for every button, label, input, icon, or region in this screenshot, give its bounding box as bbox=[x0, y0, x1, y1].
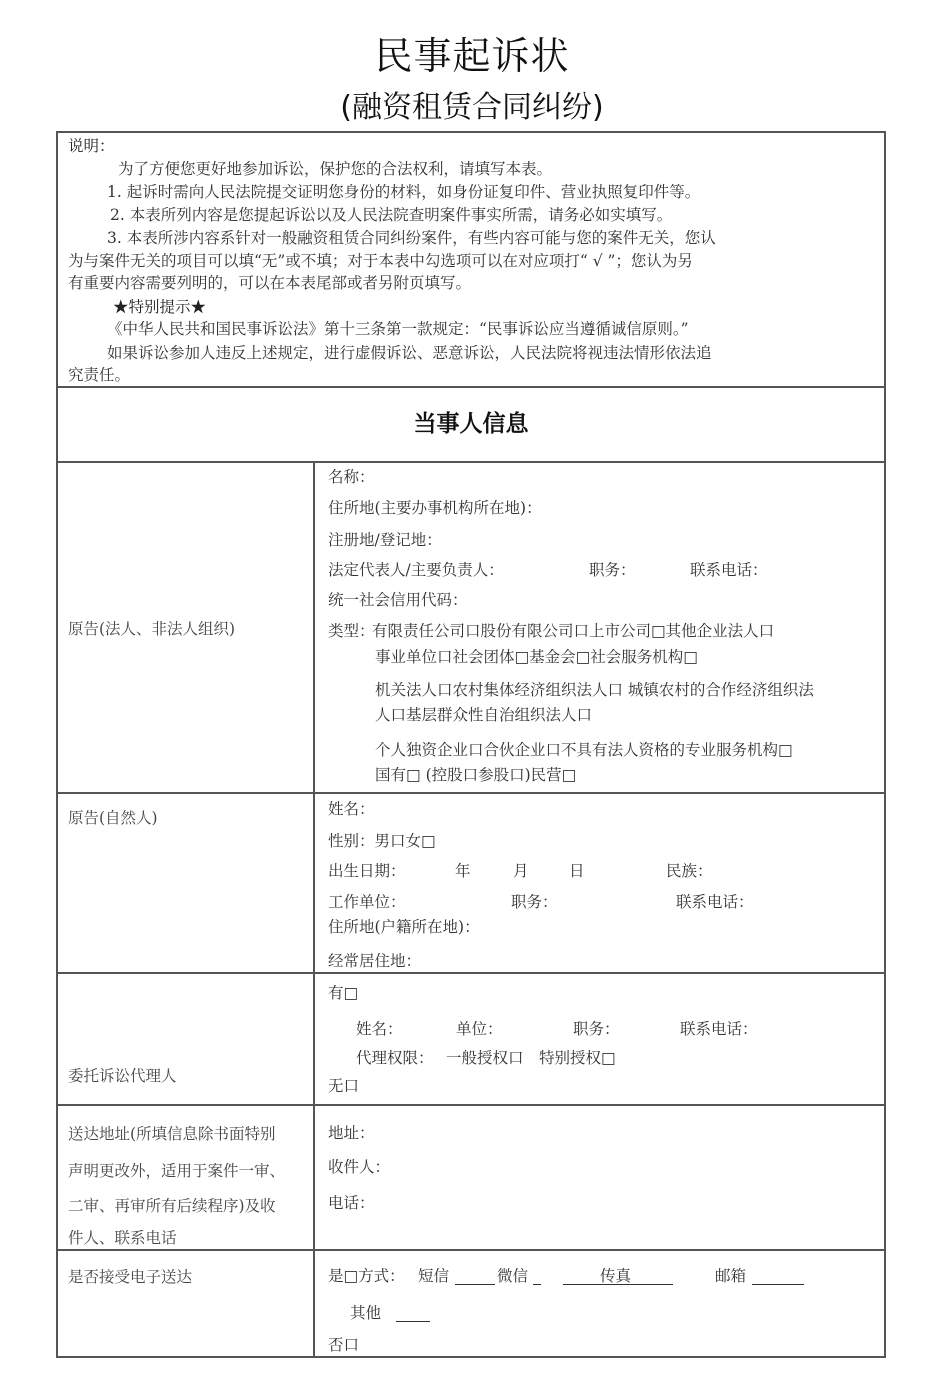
electronic-service-label: 是否接受电子送达 bbox=[68, 1268, 193, 1286]
birth-day-label: 日 bbox=[569, 862, 585, 880]
general-authority-checkbox[interactable]: 一般授权口 bbox=[446, 1049, 524, 1067]
other-option-label: 其他 bbox=[350, 1304, 382, 1322]
divider bbox=[56, 1104, 886, 1106]
fax-option-label: 传真 bbox=[600, 1267, 632, 1285]
instructions-heading: 说明： bbox=[68, 137, 115, 155]
instruction-line: 2. 本表所列内容是您提起诉讼以及人民法院查明案件事实所需，请务必如实填写。 bbox=[110, 206, 673, 224]
electronic-yes-checkbox[interactable]: 是□方式： bbox=[328, 1267, 405, 1285]
birth-month-label: 月 bbox=[513, 862, 529, 880]
instruction-line: 为了方便您更好地参加诉讼，保护您的合法权利，请填写本表。 bbox=[118, 160, 553, 178]
org-type-options[interactable]: 事业单位口社会团体□基金会□社会服务机构□ bbox=[375, 648, 698, 666]
person-position-field[interactable]: 职务： bbox=[511, 893, 558, 911]
service-address-label: 件人、联系电话 bbox=[68, 1229, 177, 1247]
plaintiff-natural-label: 原告(自然人) bbox=[68, 809, 158, 827]
service-address-label: 声明更改外，适用于案件一审、 bbox=[68, 1162, 286, 1180]
person-name-field[interactable]: 姓名： bbox=[328, 800, 375, 818]
document-subtitle: (融资租赁合同纠纷) bbox=[340, 90, 604, 125]
agent-unit-field[interactable]: 单位： bbox=[456, 1020, 503, 1038]
section-title: 当事人信息 bbox=[413, 411, 529, 437]
birth-year-label: 年 bbox=[455, 862, 471, 880]
service-recipient-field[interactable]: 收件人： bbox=[328, 1158, 391, 1176]
email-input-line[interactable] bbox=[752, 1284, 804, 1285]
divider bbox=[56, 972, 886, 974]
special-notice-heading: ★特别提示★ bbox=[113, 298, 207, 316]
service-address-label: 二审、再审所有后续程序)及收 bbox=[68, 1197, 276, 1215]
org-domicile-field[interactable]: 住所地(主要办事机构所在地)： bbox=[328, 499, 542, 517]
other-input-line[interactable] bbox=[396, 1321, 430, 1322]
instruction-line: 1. 起诉时需向人民法院提交证明您身份的材料，如身份证复印件、营业执照复印件等。 bbox=[107, 183, 701, 201]
org-type-options[interactable]: 个人独资企业口合伙企业口不具有法人资格的专业服务机构□ bbox=[375, 741, 793, 759]
org-type-options[interactable]: 有限责任公司口股份有限公司口上市公司□其他企业法人口 bbox=[372, 622, 775, 640]
person-phone-field[interactable]: 联系电话： bbox=[676, 893, 754, 911]
divider bbox=[56, 461, 886, 463]
agent-authority-label: 代理权限： bbox=[356, 1049, 434, 1067]
agent-phone-field[interactable]: 联系电话： bbox=[680, 1020, 758, 1038]
org-position-field[interactable]: 职务： bbox=[589, 561, 636, 579]
wechat-input-line[interactable] bbox=[533, 1284, 541, 1285]
agent-position-field[interactable]: 职务： bbox=[573, 1020, 620, 1038]
instruction-line: 究责任。 bbox=[68, 366, 131, 384]
sms-input-line[interactable] bbox=[455, 1284, 495, 1285]
agent-no-checkbox[interactable]: 无口 bbox=[328, 1077, 360, 1095]
instruction-line: 《中华人民共和国民事诉讼法》第十三条第一款规定：“民事诉讼应当遵循诚信原则。” bbox=[107, 320, 689, 338]
special-authority-checkbox[interactable]: 特别授权□ bbox=[539, 1049, 616, 1067]
wechat-option-label: 微信 bbox=[497, 1267, 529, 1285]
sms-option-label: 短信 bbox=[418, 1267, 450, 1285]
org-type-options[interactable]: 机关法人口农村集体经济组织法人口 城镇农村的合作经济组织法 bbox=[375, 681, 814, 699]
person-gender-options[interactable]: 性别：男口女□ bbox=[328, 832, 436, 850]
instruction-line: 如果诉讼参加人违反上述规定，进行虚假诉讼、恶意诉讼，人民法院将视违法情形依法追 bbox=[107, 344, 712, 362]
person-domicile-field[interactable]: 住所地(户籍所在地)： bbox=[328, 918, 480, 936]
person-employer-field[interactable]: 工作单位： bbox=[328, 893, 406, 911]
org-type-label: 类型： bbox=[328, 622, 375, 640]
agent-yes-checkbox[interactable]: 有□ bbox=[328, 984, 359, 1002]
email-option-label: 邮箱 bbox=[715, 1267, 747, 1285]
org-ownership-options[interactable]: 国有□ (控股口参股口)民营□ bbox=[375, 766, 577, 784]
divider bbox=[56, 1249, 886, 1251]
instruction-line: 3. 本表所涉内容系针对一般融资租赁合同纠纷案件，有些内容可能与您的案件无关，您认 bbox=[107, 229, 716, 247]
instruction-line: 有重要内容需要列明的，可以在本表尾部或者另附页填写。 bbox=[68, 274, 472, 292]
org-phone-field[interactable]: 联系电话： bbox=[690, 561, 768, 579]
service-address-label: 送达地址(所填信息除书面特别 bbox=[68, 1125, 276, 1143]
org-representative-field[interactable]: 法定代表人/主要负责人： bbox=[328, 561, 504, 579]
org-type-options[interactable]: 人口基层群众性自治组织法人口 bbox=[375, 706, 593, 724]
instruction-line: 为与案件无关的项目可以填“无”或不填；对于本表中勾选项可以在对应项打“ √ ”；您认为另 bbox=[68, 252, 693, 270]
person-birth-field[interactable]: 出生日期： bbox=[328, 862, 406, 880]
document-title: 民事起诉状 bbox=[374, 34, 570, 78]
column-divider bbox=[313, 462, 315, 1357]
org-registered-field[interactable]: 注册地/登记地： bbox=[328, 531, 442, 549]
service-address-field[interactable]: 地址： bbox=[328, 1124, 375, 1142]
divider bbox=[56, 792, 886, 794]
agent-label: 委托诉讼代理人 bbox=[68, 1067, 177, 1085]
agent-name-field[interactable]: 姓名： bbox=[356, 1020, 403, 1038]
person-ethnicity-field[interactable]: 民族： bbox=[666, 862, 713, 880]
divider bbox=[56, 386, 886, 388]
org-credit-code-field[interactable]: 统一社会信用代码： bbox=[328, 591, 468, 609]
org-name-field[interactable]: 名称： bbox=[328, 468, 375, 486]
person-residence-field[interactable]: 经常居住地： bbox=[328, 952, 422, 970]
electronic-no-checkbox[interactable]: 否口 bbox=[328, 1336, 360, 1354]
service-phone-field[interactable]: 电话： bbox=[328, 1194, 375, 1212]
plaintiff-legal-label: 原告(法人、非法人组织) bbox=[68, 620, 236, 638]
